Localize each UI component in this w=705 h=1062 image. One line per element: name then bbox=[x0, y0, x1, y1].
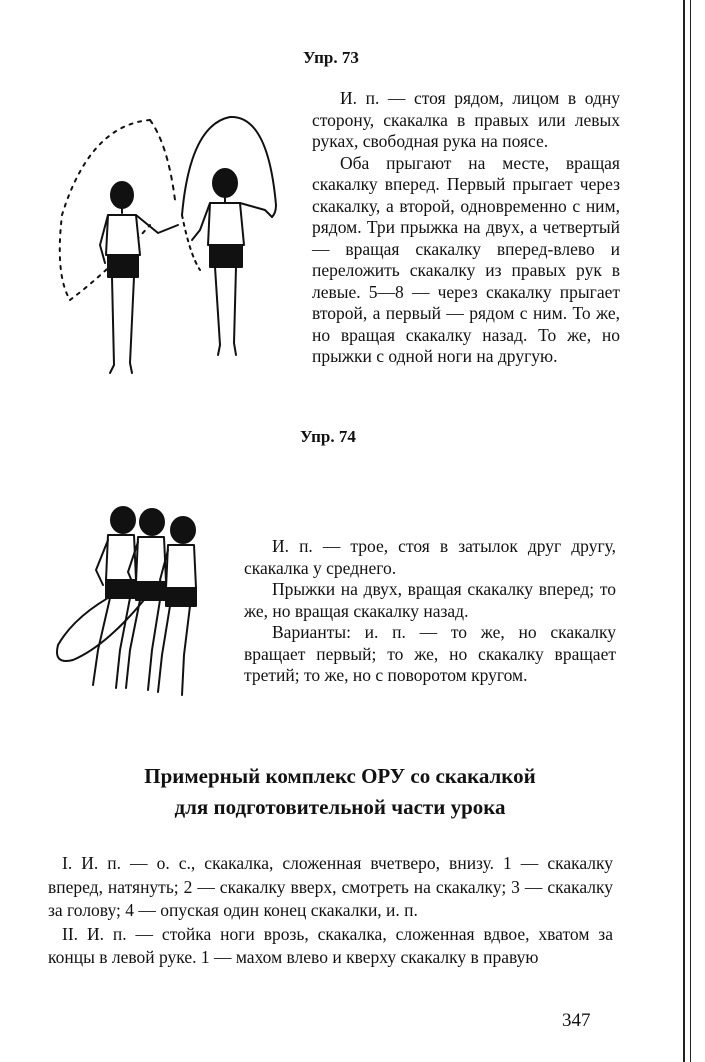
exercise-74-paragraph: Прыжки на двух, вращая скакалку вперед; то же, но вращая скакалку назад. bbox=[244, 579, 616, 621]
page-binding-line bbox=[683, 0, 685, 1062]
exercise-74-paragraph: И. п. — трое, стоя в затылок друг другу, скакалка у среднего. bbox=[244, 536, 616, 578]
exercise-74-heading: Упр. 74 bbox=[300, 427, 356, 446]
exercise-73-paragraph: Оба прыгают на месте, вращая скакалку вперед. Первый прыгает через скакалку, а второй, одновременно с ним, рядом. Три прыжка на двух, а четвертый — вращая скакалку вперед-влево и переложить скакалку из правых рук в левые. 5—8 — через скакалку прыгает второй, а первый — рядом с ним. То же, но вращая скакалку назад. То же, но прыжки с одной ноги на другую. bbox=[312, 152, 620, 366]
section-body bbox=[48, 852, 613, 970]
section-paragraph: II. И. п. — стойка ноги врозь, скакалка, сложенная вдвое, хватом за концы в левой руке. 1 — махом влево и кверху скакалку в правую bbox=[48, 923, 613, 967]
exercise-74-text bbox=[244, 536, 616, 687]
section-paragraph: I. И. п. — о. с., скакалка, сложенная вчетверо, внизу. 1 — скакалку вперед, натянуть; 2 — скакалку вверх, смотреть на скакалку; 3 — скакалку за голову; 4 — опуская один конец скакалки, и. п. bbox=[48, 853, 613, 920]
section-title bbox=[60, 761, 620, 823]
page-binding-line bbox=[690, 0, 691, 1062]
page-number: 347 bbox=[562, 1010, 591, 1031]
exercise-73-paragraph: И. п. — стоя рядом, лицом в одну сторону, скакалка в правых или левых руках, свободная рука на поясе. bbox=[312, 88, 620, 151]
exercise-73-text bbox=[312, 88, 620, 368]
exercise-73-heading: Упр. 73 bbox=[303, 48, 359, 67]
exercise-74-illustration bbox=[38, 500, 238, 720]
section-title-line: для подготовительной части урока bbox=[174, 795, 506, 819]
exercise-73-illustration bbox=[50, 105, 300, 385]
exercise-74-paragraph: Варианты: и. п. — то же, но скакалку вращает первый; то же, но скакалку вращает третий; то же, но с поворотом кругом. bbox=[244, 622, 616, 685]
section-title-line: Примерный комплекс ОРУ со скакалкой bbox=[144, 764, 536, 788]
